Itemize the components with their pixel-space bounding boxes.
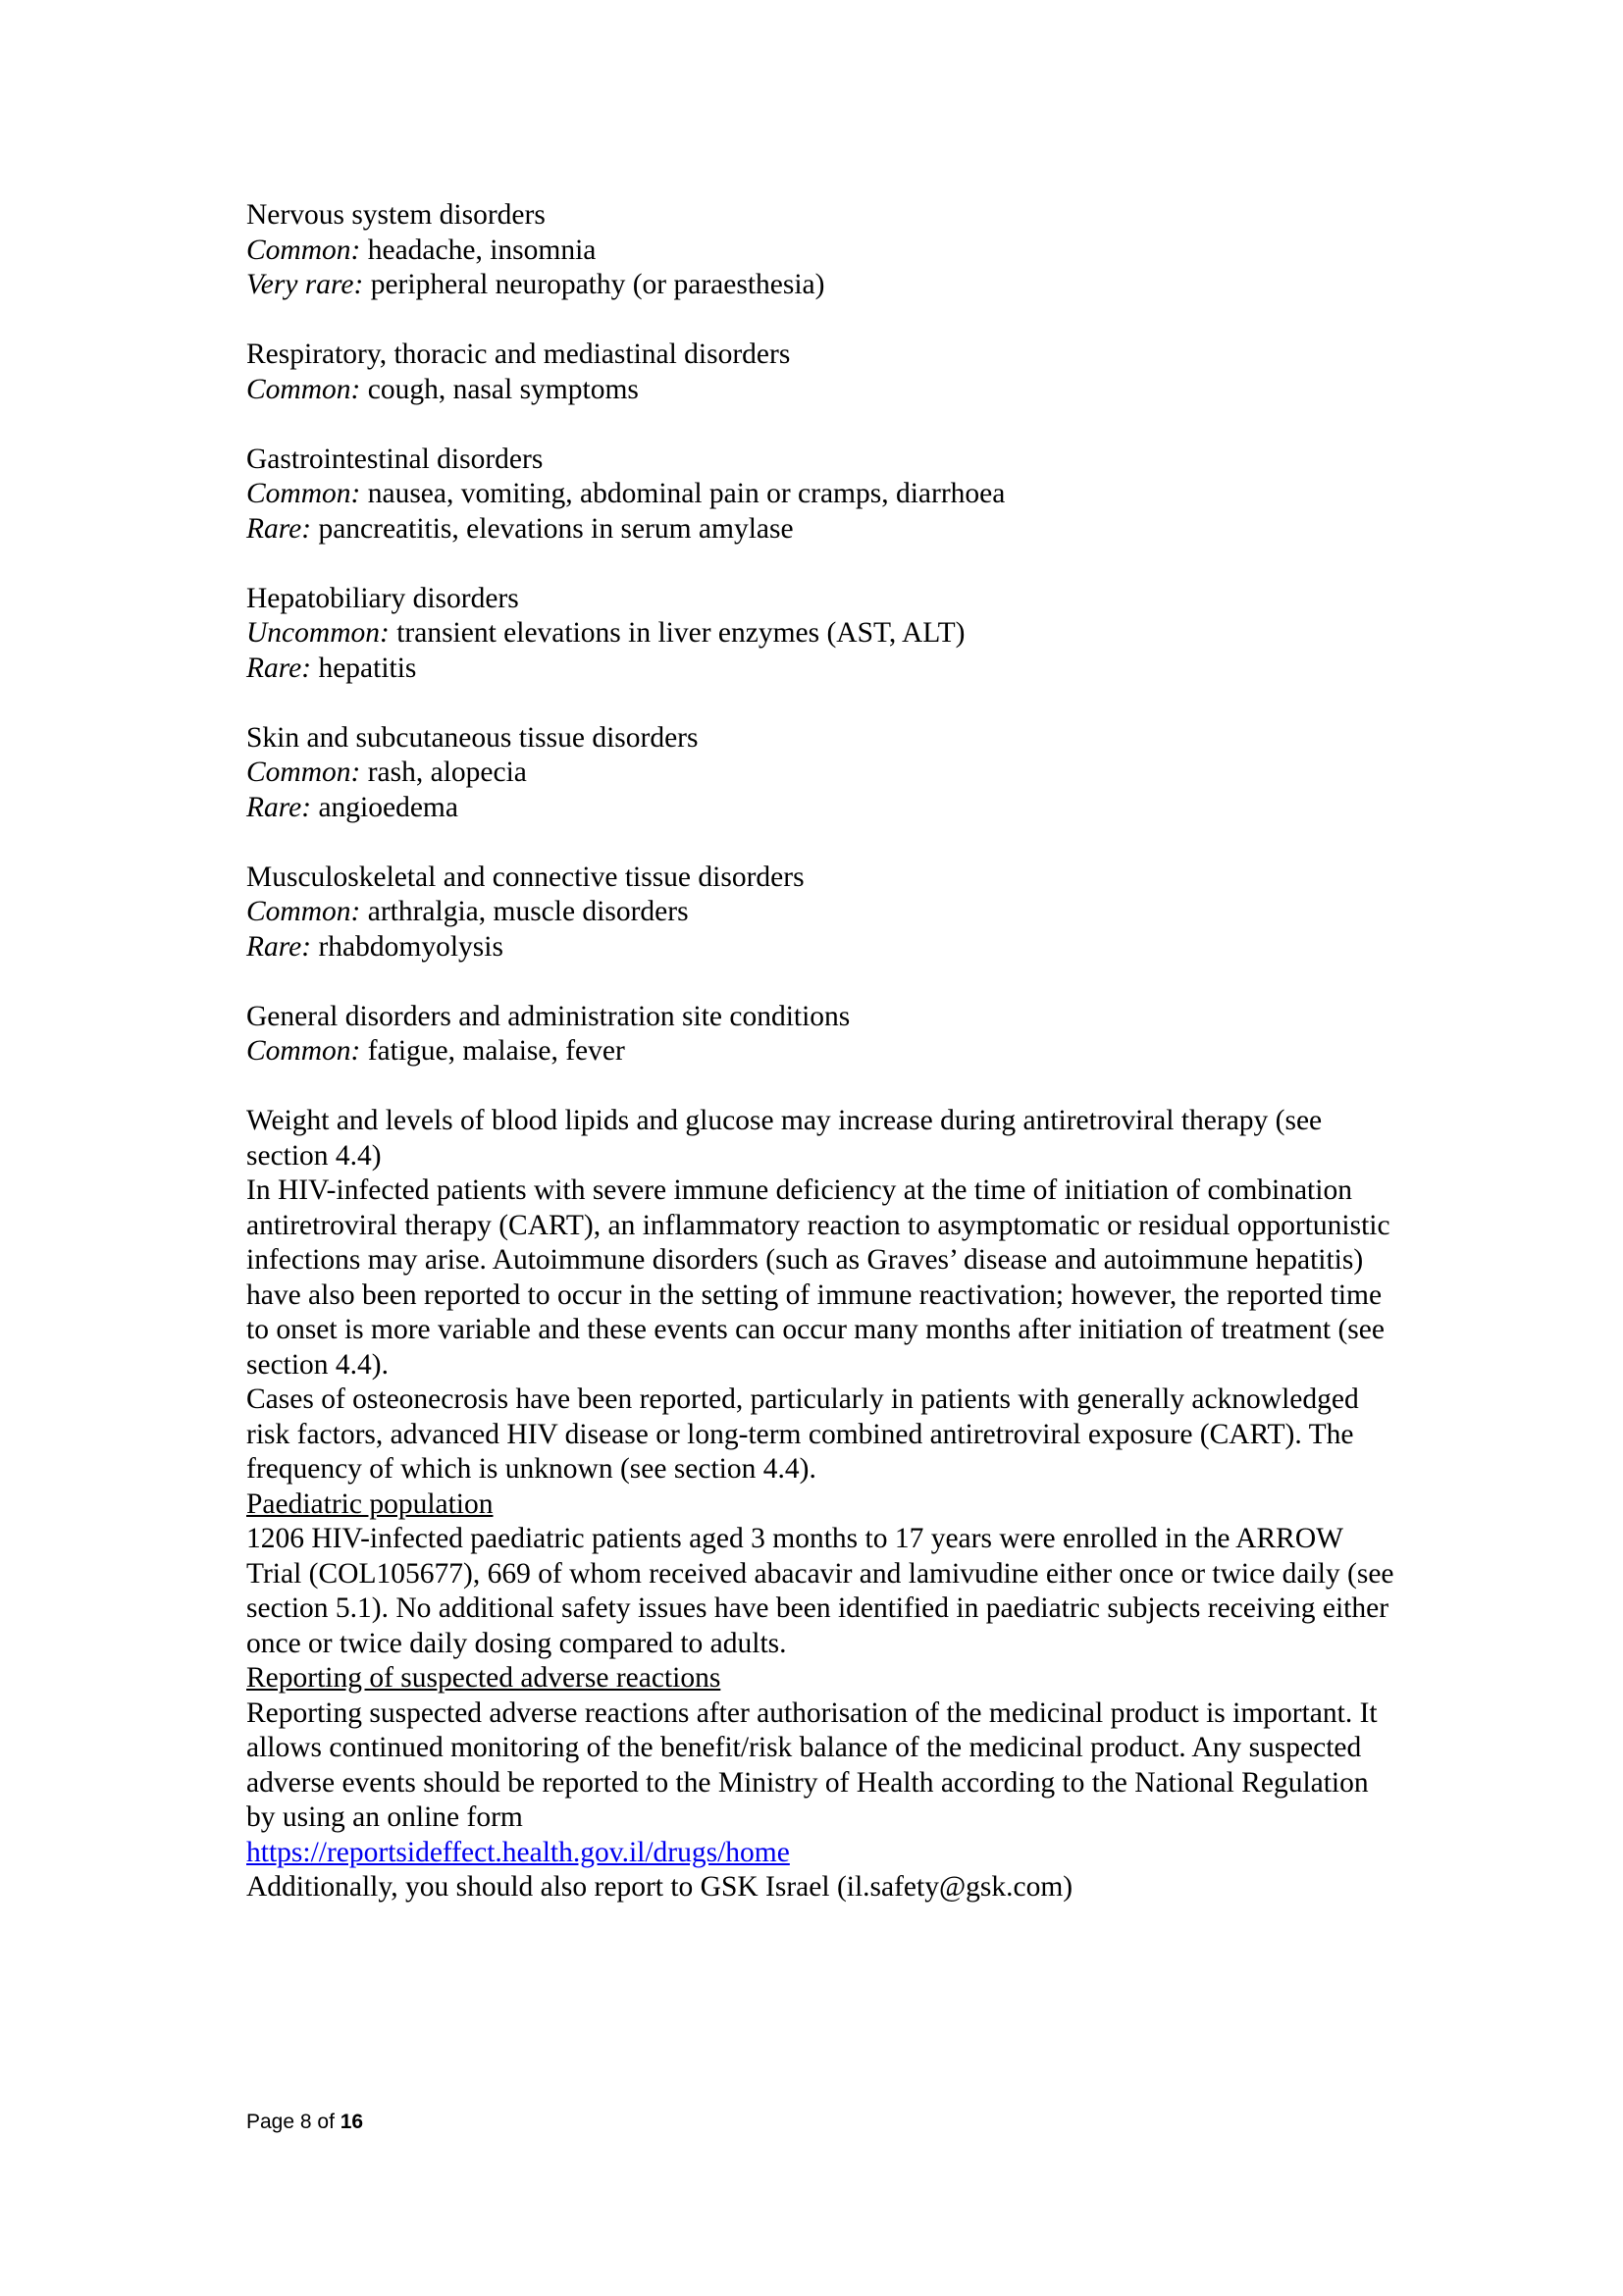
soc-heading: Respiratory, thoracic and mediastinal disorders — [246, 339, 791, 370]
paragraph-weight: Weight and levels of blood lipids and glucose may increase during antiretroviral therapy (see section 4.4) — [246, 1105, 1323, 1172]
soc-heading: Hepatobiliary disorders — [246, 582, 519, 614]
paragraph-gsk: Additionally, you should also report to GSK Israel (il.safety@gsk.com) — [246, 1871, 1073, 1903]
paragraph-immune-reactivation: In HIV-infected patients with severe immune deficiency at the time of initiation of combination antiretroviral therapy (CART), an inflammatory reaction to asymptomatic or residual opportunistic infections may arise. Autoimmune disorders (such as Graves’ disease and autoimmune hepatitis) have also been reported to occur in the setting of immune reactivation; however, the reported time to onset is more variable and these events can occur many months after initiation of treatment (see section 4.4). — [246, 1174, 1390, 1381]
page-footer — [246, 2110, 363, 2135]
freq-text: nausea, vomiting, abdominal pain or cramps, diarrhoea — [367, 478, 1006, 509]
freq-text: cough, nasal symptoms — [367, 373, 639, 405]
freq-text: hepatitis — [318, 652, 417, 684]
soc-heading: Gastrointestinal disorders — [246, 443, 544, 475]
reporting-section — [246, 1661, 1404, 1905]
freq-label: Common: — [246, 373, 361, 405]
freq-label: Uncommon: — [246, 617, 390, 649]
soc-skin — [246, 721, 1404, 826]
freq-row — [246, 234, 1404, 269]
soc-gastrointestinal — [246, 443, 1404, 548]
freq-label: Common: — [246, 234, 361, 266]
freq-row — [246, 373, 1404, 408]
freq-label: Rare: — [246, 512, 312, 545]
soc-heading: General disorders and administration site conditions — [246, 1000, 851, 1032]
freq-text: angioedema — [318, 791, 458, 823]
freq-text: fatigue, malaise, fever — [367, 1035, 625, 1067]
freq-text: rash, alopecia — [367, 757, 527, 788]
freq-label: Rare: — [246, 930, 312, 963]
soc-nervous — [246, 198, 1404, 303]
soc-general — [246, 1000, 1404, 1070]
page-total: 16 — [340, 2111, 364, 2133]
soc-respiratory — [246, 338, 1404, 407]
freq-label: Common: — [246, 478, 361, 509]
freq-row — [246, 652, 1404, 687]
freq-text: transient elevations in liver enzymes (AST, ALT) — [396, 617, 966, 649]
report-link[interactable]: https://reportsideffect.health.gov.il/drugs/home — [246, 1836, 790, 1868]
freq-row — [246, 616, 1404, 652]
freq-row — [246, 756, 1404, 791]
soc-heading: Nervous system disorders — [246, 199, 546, 231]
freq-label: Common: — [246, 896, 361, 927]
page-number-prefix: Page 8 of — [246, 2111, 335, 2133]
paediatric-heading-text: Paediatric population — [246, 1487, 494, 1520]
freq-row — [246, 1034, 1404, 1070]
soc-musculoskeletal — [246, 861, 1404, 965]
reporting-heading-text: Reporting of suspected adverse reactions — [246, 1662, 721, 1694]
freq-text: headache, insomnia — [367, 234, 597, 266]
freq-label: Common: — [246, 1035, 361, 1067]
document-body — [246, 198, 1404, 1905]
paragraph-paediatric: 1206 HIV-infected paediatric patients aged 3 months to 17 years were enrolled in the ARROW Trial (COL105677), 669 of whom received abacavir and lamivudine either once or twice daily (see section 5.1). No additional safety issues have been identified in paediatric subjects receiving either once or twice daily dosing compared to adults. — [246, 1523, 1394, 1659]
soc-hepatobiliary — [246, 582, 1404, 687]
freq-text: arthralgia, muscle disorders — [367, 896, 689, 927]
freq-label: Very rare: — [246, 269, 364, 300]
freq-row — [246, 268, 1404, 303]
freq-text: rhabdomyolysis — [318, 930, 503, 963]
freq-row — [246, 895, 1404, 930]
report-link-line — [246, 1836, 1404, 1871]
freq-label: Rare: — [246, 652, 312, 684]
freq-row — [246, 930, 1404, 965]
freq-label: Rare: — [246, 791, 312, 823]
section-heading-paediatric — [246, 1487, 1404, 1523]
freq-row — [246, 477, 1404, 512]
freq-text: peripheral neuropathy (or paraesthesia) — [370, 269, 825, 300]
freq-label: Common: — [246, 757, 361, 788]
section-heading-reporting — [246, 1661, 1404, 1696]
paragraph-osteonecrosis: Cases of osteonecrosis have been reported, particularly in patients with generally acknowledged risk factors, advanced HIV disease or long-term combined antiretroviral exposure (CART). The frequency of which is unknown (see section 4.4). — [246, 1383, 1359, 1485]
soc-heading: Skin and subcutaneous tissue disorders — [246, 721, 699, 754]
paragraph-reporting: Reporting suspected adverse reactions after authorisation of the medicinal product is important. It allows continued monitoring of the benefit/risk balance of the medicinal product. Any suspected adverse events should be reported to the Ministry of Health according to the National Regulation by using an online form — [246, 1696, 1378, 1833]
soc-heading: Musculoskeletal and connective tissue disorders — [246, 861, 805, 893]
freq-row — [246, 512, 1404, 548]
freq-row — [246, 791, 1404, 826]
freq-text: pancreatitis, elevations in serum amylase — [318, 512, 794, 545]
